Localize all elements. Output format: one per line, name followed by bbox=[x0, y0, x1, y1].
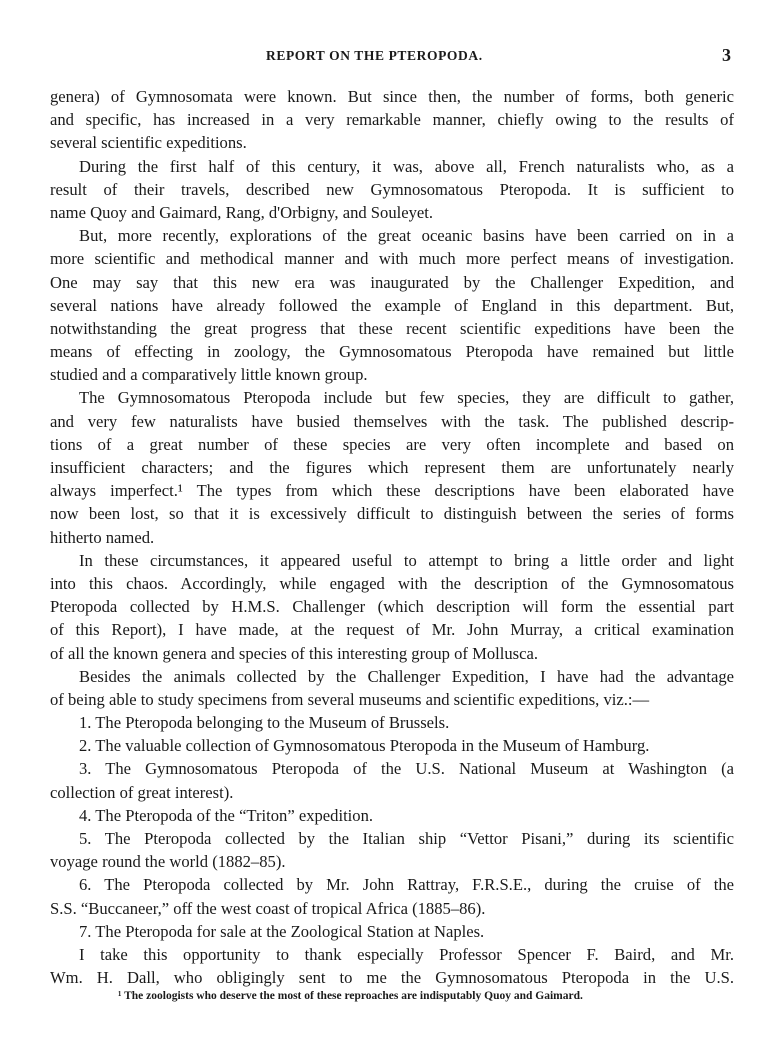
text-line: In these circumstances, it appeared useful to attempt to bring a little order and light bbox=[79, 550, 734, 570]
text-line: 3. The Gymnosomatous Pteropoda of the U.S. National Museum at Washington (a bbox=[79, 759, 734, 779]
text-line: and specific, has increased in a very remarkable manner, chiefly owing to the results of bbox=[50, 110, 734, 130]
text-line: several nations have already followed the example of England in this department. But, bbox=[50, 295, 734, 315]
text-line: always imperfect.¹ The types from which these descriptions have been elaborated have bbox=[50, 481, 734, 501]
text-line: several scientific expeditions. bbox=[50, 133, 247, 153]
text-line: 1. The Pteropoda belonging to the Museum of Brussels. bbox=[79, 713, 450, 733]
text-line: now been lost, so that it is excessively difficult to distinguish between the series of forms bbox=[50, 504, 734, 524]
text-line: 5. The Pteropoda collected by the Italian ship “Vettor Pisani,” during its scientific bbox=[79, 829, 734, 848]
text-line: Besides the animals collected by the Challenger Expedition, I have had the advantage bbox=[79, 666, 734, 686]
text-line: of being able to study specimens from several museums and scientific expeditions, viz.:— bbox=[50, 689, 650, 709]
text-line: collection of great interest). bbox=[50, 782, 234, 802]
text-line: I take this opportunity to thank especially Professor Spencer F. Baird, and Mr. bbox=[79, 944, 734, 964]
text-line: insufficient characters; and the figures which represent them are unfortunately nearly bbox=[50, 458, 734, 477]
text-line: more scientific and methodical manner and with much more perfect means of investigation. bbox=[50, 249, 734, 269]
text-line: 7. The Pteropoda for sale at the Zoological Station at Naples. bbox=[79, 921, 485, 941]
text-line: of all the known genera and species of this interesting group of Mollusca. bbox=[50, 643, 539, 663]
text-line: During the first half of this century, it was, above all, French naturalists who, as a bbox=[79, 156, 734, 176]
text-line: into this chaos. Accordingly, while engaged with the description of the Gymnosomatous bbox=[50, 573, 734, 593]
text-line: 2. The valuable collection of Gymnosomatous Pteropoda in the Museum of Hamburg. bbox=[79, 736, 650, 756]
text-line: voyage round the world (1882–85). bbox=[50, 852, 286, 872]
text-line: studied and a comparatively little known group. bbox=[50, 365, 368, 385]
text-line: tions of a great number of these species are very often incomplete and based on bbox=[50, 434, 734, 454]
text-line: hitherto named. bbox=[50, 527, 155, 547]
text-line: Pteropoda collected by H.M.S. Challenger (which description will form the essential part bbox=[50, 597, 734, 617]
body-text bbox=[50, 85, 734, 989]
page-header bbox=[0, 45, 776, 68]
text-line: result of their travels, described new Gymnosomatous Pteropoda. It is sufficient to bbox=[50, 179, 734, 199]
text-line: genera) of Gymnosomata were known. But since then, the number of forms, both generic bbox=[50, 87, 734, 106]
text-line: of this Report), I have made, at the request of Mr. John Murray, a critical examination bbox=[50, 620, 734, 640]
text-line: Wm. H. Dall, who obligingly sent to me the Gymnosomatous Pteropoda in the U.S. bbox=[50, 968, 734, 988]
text-line: S.S. “Buccaneer,” off the west coast of tropical Africa (1885–86). bbox=[50, 898, 486, 918]
text-line: 6. The Pteropoda collected by Mr. John Rattray, F.R.S.E., during the cruise of the bbox=[79, 875, 734, 895]
text-line: name Quoy and Gaimard, Rang, d'Orbigny, and Souleyet. bbox=[50, 202, 434, 222]
text-line: and very few naturalists have busied themselves with the task. The published descrip- bbox=[50, 411, 734, 431]
text-line: 4. The Pteropoda of the “Triton” expedition. bbox=[79, 805, 374, 825]
footnote: ¹ The zoologists who deserve the most of these reproaches are indisputably Quoy and Gaimard. bbox=[118, 990, 583, 1002]
text-line: notwithstanding the great progress that these recent scientific expeditions have been the bbox=[50, 318, 734, 338]
text-line: One may say that this new era was inaugurated by the Challenger Expedition, and bbox=[50, 272, 734, 292]
page-number: 3 bbox=[722, 45, 731, 65]
text-line: The Gymnosomatous Pteropoda include but few species, they are difficult to gather, bbox=[79, 388, 734, 408]
running-title: REPORT ON THE PTEROPODA. bbox=[266, 48, 483, 63]
text-line: means of effecting in zoology, the Gymnosomatous Pteropoda have remained but little bbox=[50, 342, 734, 362]
text-line: But, more recently, explorations of the great oceanic basins have been carried on in a bbox=[79, 226, 734, 246]
